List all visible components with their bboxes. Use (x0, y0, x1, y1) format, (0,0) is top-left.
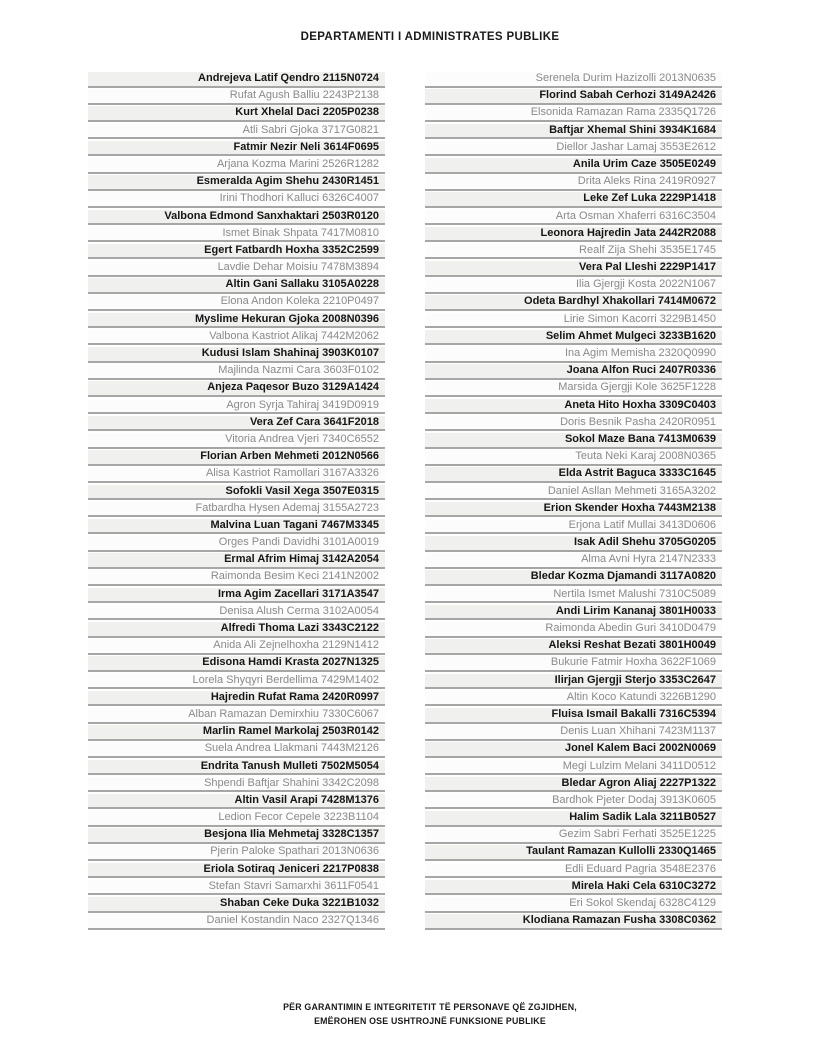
list-item: Erjona Latif Mullai 3413D0606 (425, 519, 722, 535)
list-item: Lorela Shyqyri Berdellima 7429M1402 (88, 674, 385, 690)
list-item: Eriola Sotiraq Jeniceri 2217P0838 (88, 863, 385, 879)
list-item: Teuta Neki Karaj 2008N0365 (425, 450, 722, 466)
footer-line-1: PËR GARANTIMIN E INTEGRITETIT TË PERSONAVE QË ZGJIDHEN, (283, 1002, 577, 1012)
list-item: Elsonida Ramazan Rama 2335Q1726 (425, 106, 722, 122)
list-item: Malvina Luan Tagani 7467M3345 (88, 519, 385, 535)
page-title: DEPARTAMENTI I ADMINISTRATES PUBLIKE (300, 31, 560, 43)
footer-line-2: EMËROHEN OSE USHTROJNË FUNKSIONE PUBLIKE (314, 1015, 546, 1026)
list-item: Halim Sadik Lala 3211B0527 (425, 811, 722, 827)
list-item: Alban Ramazan Demirxhiu 7330C6067 (88, 708, 385, 724)
footer-note (0, 1001, 816, 1028)
list-item: Ermal Afrim Himaj 3142A2054 (88, 553, 385, 569)
page-header (0, 31, 816, 43)
list-item: Lirie Simon Kacorri 3229B1450 (425, 313, 722, 329)
list-item: Majlinda Nazmi Cara 3603F0102 (88, 364, 385, 380)
list-item: Esmeralda Agim Shehu 2430R1451 (88, 175, 385, 191)
list-item: Ilia Gjergji Kosta 2022N1067 (425, 278, 722, 294)
list-item: Arjana Kozma Marini 2526R1282 (88, 158, 385, 174)
list-item: Kudusi Islam Shahinaj 3903K0107 (88, 347, 385, 363)
list-item: Kurt Xhelal Daci 2205P0238 (88, 106, 385, 122)
list-item: Diellor Jashar Lamaj 3553E2612 (425, 141, 722, 157)
list-item: Besjona Ilia Mehmetaj 3328C1357 (88, 828, 385, 844)
list-item: Altin Vasil Arapi 7428M1376 (88, 794, 385, 810)
list-item: Sokol Maze Bana 7413M0639 (425, 433, 722, 449)
list-item: Florind Sabah Cerhozi 3149A2426 (425, 89, 722, 105)
list-item: Mirela Haki Cela 6310C3272 (425, 880, 722, 896)
list-item: Elona Andon Koleka 2210P0497 (88, 295, 385, 311)
list-item: Alisa Kastriot Ramollari 3167A3326 (88, 467, 385, 483)
list-item: Elda Astrit Baguca 3333C1645 (425, 467, 722, 483)
list-item: Serenela Durim Hazizolli 2013N0635 (425, 72, 722, 88)
list-item: Atli Sabri Gjoka 3717G0821 (88, 124, 385, 140)
list-item: Andrejeva Latif Qendro 2115N0724 (88, 72, 385, 88)
list-item: Rufat Agush Balliu 2243P2138 (88, 89, 385, 105)
list-item: Realf Zija Shehi 3535E1745 (425, 244, 722, 260)
list-item: Stefan Stavri Samarxhi 3611F0541 (88, 880, 385, 896)
name-list-column-left (88, 72, 385, 931)
list-item: Denisa Alush Cerma 3102A0054 (88, 605, 385, 621)
list-item: Alma Avni Hyra 2147N2333 (425, 553, 722, 569)
list-item: Vitoria Andrea Vjeri 7340C6552 (88, 433, 385, 449)
list-item: Valbona Kastriot Alikaj 7442M2062 (88, 330, 385, 346)
list-item: Hajredin Rufat Rama 2420R0997 (88, 691, 385, 707)
list-item: Anila Urim Caze 3505E0249 (425, 158, 722, 174)
list-item: Aneta Hito Hoxha 3309C0403 (425, 399, 722, 415)
list-item: Andi Lirim Kananaj 3801H0033 (425, 605, 722, 621)
list-item: Ina Agim Memisha 2320Q0990 (425, 347, 722, 363)
list-item: Nertila Ismet Malushi 7310C5089 (425, 588, 722, 604)
list-item: Drita Aleks Rina 2419R0927 (425, 175, 722, 191)
list-item: Vera Zef Cara 3641F2018 (88, 416, 385, 432)
list-item: Eri Sokol Skendaj 6328C4129 (425, 897, 722, 913)
name-list-column-right (425, 72, 722, 931)
list-item: Doris Besnik Pasha 2420R0951 (425, 416, 722, 432)
list-item: Fatmir Nezir Neli 3614F0695 (88, 141, 385, 157)
list-item: Leonora Hajredin Jata 2442R2088 (425, 227, 722, 243)
list-item: Endrita Tanush Mulleti 7502M5054 (88, 760, 385, 776)
list-item: Agron Syrja Tahiraj 3419D0919 (88, 399, 385, 415)
list-item: Raimonda Besim Keci 2141N2002 (88, 570, 385, 586)
list-item: Marlin Ramel Markolaj 2503R0142 (88, 725, 385, 741)
list-item: Marsida Gjergji Kole 3625F1228 (425, 381, 722, 397)
list-item: Anjeza Paqesor Buzo 3129A1424 (88, 381, 385, 397)
list-item: Irini Thodhori Kalluci 6326C4007 (88, 192, 385, 208)
list-item: Ismet Binak Shpata 7417M0810 (88, 227, 385, 243)
list-item: Klodiana Ramazan Fusha 3308C0362 (425, 914, 722, 930)
list-item: Megi Lulzim Melani 3411D0512 (425, 760, 722, 776)
list-item: Florian Arben Mehmeti 2012N0566 (88, 450, 385, 466)
list-item: Arta Osman Xhaferri 6316C3504 (425, 210, 722, 226)
list-item: Leke Zef Luka 2229P1418 (425, 192, 722, 208)
list-item: Gezim Sabri Ferhati 3525E1225 (425, 828, 722, 844)
list-item: Denis Luan Xhihani 7423M1137 (425, 725, 722, 741)
list-item: Ledion Fecor Cepele 3223B1104 (88, 811, 385, 827)
name-list-columns (88, 72, 722, 931)
list-item: Pjerin Paloke Spathari 2013N0636 (88, 845, 385, 861)
list-item: Egert Fatbardh Hoxha 3352C2599 (88, 244, 385, 260)
list-item: Orges Pandi Davidhi 3101A0019 (88, 536, 385, 552)
list-item: Lavdie Dehar Moisiu 7478M3894 (88, 261, 385, 277)
list-item: Daniel Kostandin Naco 2327Q1346 (88, 914, 385, 930)
list-item: Selim Ahmet Mulgeci 3233B1620 (425, 330, 722, 346)
list-item: Joana Alfon Ruci 2407R0336 (425, 364, 722, 380)
list-item: Erion Skender Hoxha 7443M2138 (425, 502, 722, 518)
list-item: Alfredi Thoma Lazi 3343C2122 (88, 622, 385, 638)
list-item: Fatbardha Hysen Ademaj 3155A2723 (88, 502, 385, 518)
list-item: Isak Adil Shehu 3705G0205 (425, 536, 722, 552)
list-item: Edisona Hamdi Krasta 2027N1325 (88, 656, 385, 672)
list-item: Altin Koco Katundi 3226B1290 (425, 691, 722, 707)
list-item: Anida Ali Zejnelhoxha 2129N1412 (88, 639, 385, 655)
list-item: Shpendi Baftjar Shahini 3342C2098 (88, 777, 385, 793)
list-item: Aleksi Reshat Bezati 3801H0049 (425, 639, 722, 655)
list-item: Bardhok Pjeter Dodaj 3913K0605 (425, 794, 722, 810)
list-item: Raimonda Abedin Guri 3410D0479 (425, 622, 722, 638)
list-item: Baftjar Xhemal Shini 3934K1684 (425, 124, 722, 140)
list-item: Suela Andrea Llakmani 7443M2126 (88, 742, 385, 758)
list-item: Daniel Asllan Mehmeti 3165A3202 (425, 485, 722, 501)
list-item: Fluisa Ismail Bakalli 7316C5394 (425, 708, 722, 724)
list-item: Shaban Ceke Duka 3221B1032 (88, 897, 385, 913)
list-item: Myslime Hekuran Gjoka 2008N0396 (88, 313, 385, 329)
list-item: Taulant Ramazan Kullolli 2330Q1465 (425, 845, 722, 861)
list-item: Bukurie Fatmir Hoxha 3622F1069 (425, 656, 722, 672)
list-item: Ilirjan Gjergji Sterjo 3353C2647 (425, 674, 722, 690)
list-item: Edli Eduard Pagria 3548E2376 (425, 863, 722, 879)
list-item: Sofokli Vasil Xega 3507E0315 (88, 485, 385, 501)
list-item: Bledar Kozma Djamandi 3117A0820 (425, 570, 722, 586)
list-item: Odeta Bardhyl Xhakollari 7414M0672 (425, 295, 722, 311)
list-item: Valbona Edmond Sanxhaktari 2503R0120 (88, 210, 385, 226)
list-item: Vera Pal Lleshi 2229P1417 (425, 261, 722, 277)
list-item: Jonel Kalem Baci 2002N0069 (425, 742, 722, 758)
list-item: Bledar Agron Aliaj 2227P1322 (425, 777, 722, 793)
list-item: Altin Gani Sallaku 3105A0228 (88, 278, 385, 294)
list-item: Irma Agim Zacellari 3171A3547 (88, 588, 385, 604)
